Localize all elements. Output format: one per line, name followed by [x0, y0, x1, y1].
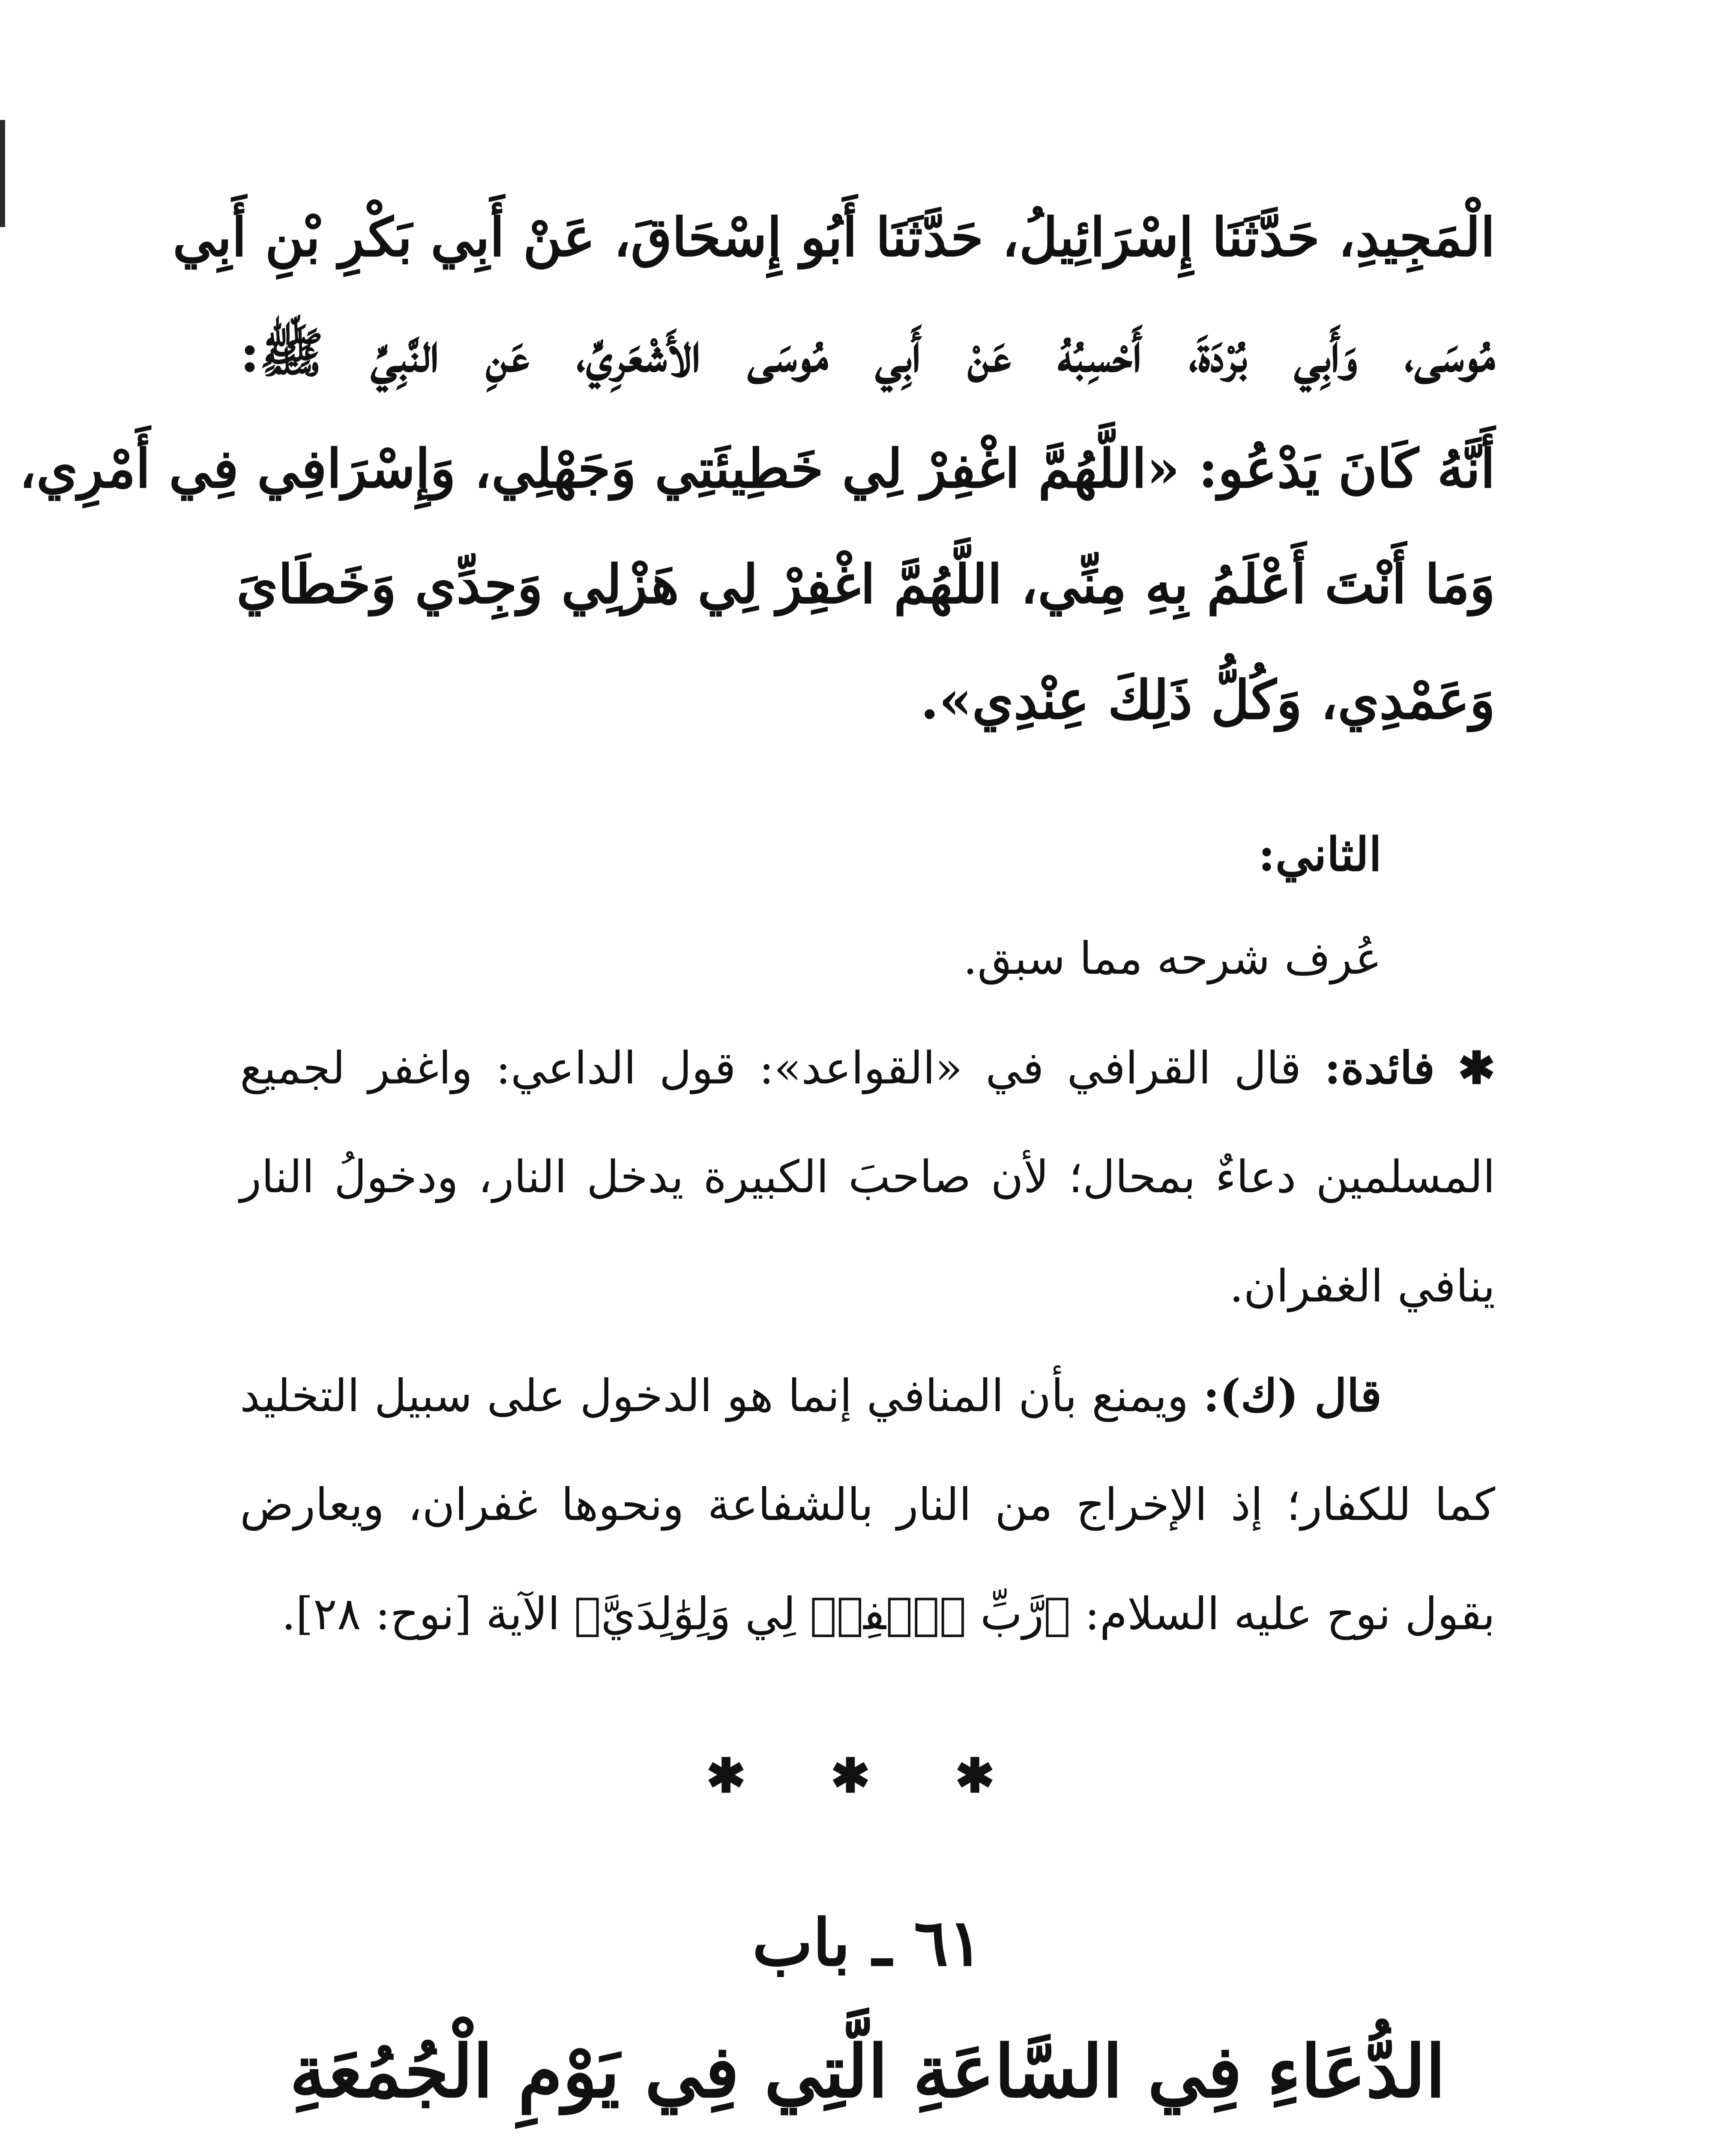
- verse-reference: الآية [نوح: ٢٨].: [281, 1588, 560, 1640]
- benefit-line: ينافي الغفران.: [1229, 1260, 1495, 1312]
- benefit-label: فائدة:: [1324, 1041, 1435, 1094]
- kaf-line: [240, 1559, 1495, 1669]
- page-content: [19, 180, 1495, 2142]
- kaf-text: بقول نوح عليه السلام:: [1084, 1588, 1495, 1640]
- hadith-line: مُوسَى، وَأَبِي بُرْدَةَ، أَحْسِبُهُ عَنْ أَبِي مُوسَى الأَشْعَرِيِّ، عَنِ النَّبِيِّ ﷺ:: [240, 322, 1495, 384]
- benefit-line: المسلمين دعاءٌ بمحال؛ لأن صاحبَ الكبيرة يدخل النار، ودخولُ النار: [240, 1151, 1495, 1203]
- chapter-title: الدُّعَاءِ فِي السَّاعَةِ الَّتِي فِي يَوْمِ الْجُمُعَةِ: [289, 2029, 1446, 2114]
- hadith-line: أَنَّهُ كَانَ يَدْعُو: «اللَّهُمَّ اغْفِرْ لِي خَطِيئَتِي وَجَهْلِي، وَإِسْرَافِي فِي أَمْرِي،: [19, 438, 1495, 500]
- hadith-line: وَمَا أَنْتَ أَعْلَمُ بِهِ مِنِّي، اللَّهُمَّ اغْفِرْ لِي هَزْلِي وَجِدِّي وَخَطَايَ: [236, 553, 1495, 616]
- section-separator: ✱ ✱ ✱: [706, 1748, 1029, 1803]
- benefit-line: [240, 1013, 1495, 1122]
- kaf-label: قال (ك):: [1203, 1369, 1382, 1422]
- body-text: [240, 904, 1495, 1669]
- benefit-text: قال القرافي في «القواعد»: قول الداعي: واغفر لجميع: [240, 1042, 1302, 1094]
- kaf-line: [240, 1341, 1495, 1450]
- hadith-text: [19, 180, 1495, 758]
- second-text: عُرف شرحه مما سبق.: [963, 932, 1382, 984]
- kaf-line: كما للكفار؛ إذ الإخراج من النار بالشفاعة ونحوها غفران، ويعارض: [240, 1478, 1495, 1531]
- page-edge-mark: [0, 120, 5, 227]
- section-label-second: الثاني:: [1258, 828, 1382, 882]
- hadith-line: الْمَجِيدِ، حَدَّثَنَا إِسْرَائِيلُ، حَدَّثَنَا أَبُو إِسْحَاقَ، عَنْ أَبِي بَكْرِ بْنِ أَبِي: [173, 206, 1495, 269]
- star-icon: ✱: [1458, 1041, 1495, 1094]
- kaf-text: ويمنع بأن المنافي إنما هو الدخول على سبيل التخليد: [240, 1370, 1189, 1422]
- hadith-line: وَعَمْدِي، وَكُلُّ ذَلِكَ عِنْدِي».: [920, 669, 1495, 731]
- quran-verse: ﴿رَّبِّ ٱغۡفِرۡ لِي وَلِوَٰلِدَيَّ﴾: [574, 1588, 1071, 1640]
- chapter-number: ٦١ ـ باب: [752, 1905, 983, 1980]
